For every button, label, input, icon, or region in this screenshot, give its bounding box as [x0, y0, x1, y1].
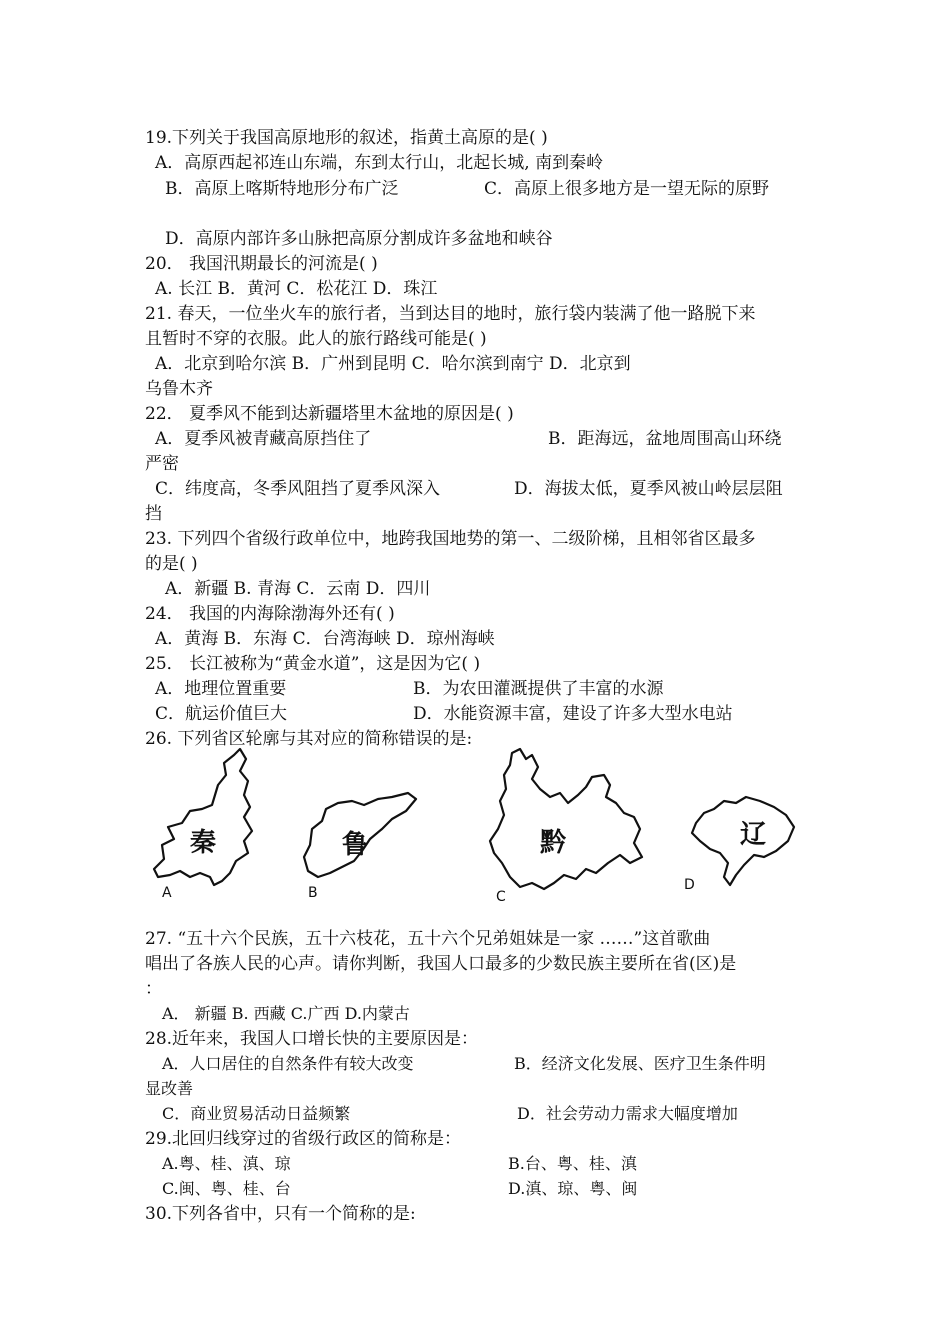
q28-stem: 28.近年来，我国人口增长快的主要原因是： — [145, 1029, 479, 1049]
map-a-letter: A — [162, 885, 172, 901]
map-d-liaoning-outline — [684, 797, 794, 893]
q26-stem: 26. 下列省区轮廓与其对应的简称错误的是: — [145, 729, 473, 749]
q22-option-c: C．纬度高，冬季风阻挡了夏季风深入 — [155, 479, 441, 499]
q24-stem: 24． 我国的内海除渤海外还有( ) — [145, 604, 395, 624]
q22-stem: 22． 夏季风不能到达新疆塔里木盆地的原因是( ) — [145, 404, 514, 424]
q21-options-line1: A．北京到哈尔滨 B．广州到昆明 C．哈尔滨到南宁 D．北京到 — [155, 354, 631, 374]
q23-options: A．新疆 B. 青海 C．云南 D．四川 — [165, 579, 431, 599]
q22-option-b-line1: B．距海远，盆地周围高山环绕 — [548, 429, 782, 449]
q19-option-b: B．高原上喀斯特地形分布广泛 — [165, 179, 399, 199]
q29-option-b: B.台、粤、桂、滇 — [508, 1154, 637, 1173]
map-c-letter: C — [496, 889, 506, 905]
q22-option-d-line2: 挡 — [145, 504, 162, 524]
map-b-letter-visible: B — [308, 885, 318, 901]
q21-stem-line1: 21. 春天，一位坐火车的旅行者，当到达目的地时，旅行袋内装满了他一路脱下来 — [145, 304, 756, 324]
q24-options: A．黄海 B．东海 C．台湾海峡 D．琼州海峡 — [155, 629, 495, 649]
q20-stem: 20． 我国汛期最长的河流是( ) — [145, 254, 378, 274]
q28-option-a: A．人口居住的自然条件有较大改变 — [162, 1054, 414, 1073]
q22-option-b-line2: 严密 — [145, 454, 179, 474]
q19-stem: 19.下列关于我国高原地形的叙述，指黄土高原的是( ) — [145, 128, 548, 148]
q27-stem-line3: ： — [145, 979, 162, 999]
q30-stem: 30.下列各省中，只有一个简称的是: — [145, 1204, 416, 1224]
q28-option-d: D．社会劳动力需求大幅度增加 — [517, 1104, 738, 1123]
q21-options-line2: 乌鲁木齐 — [145, 379, 213, 399]
map-a-shaanxi-outline — [154, 749, 252, 901]
q22-option-a: A．夏季风被青藏高原挡住了 — [155, 429, 372, 449]
q28-option-c: C．商业贸易活动日益频繁 — [162, 1104, 351, 1123]
q19-option-d: D．高原内部许多山脉把高原分割成许多盆地和峡谷 — [165, 229, 553, 249]
q21-stem-line2: 且暂时不穿的衣服。此人的旅行路线可能是( ) — [145, 329, 487, 349]
q23-stem-line1: 23. 下列四个省级行政单位中，地跨我国地势的第一、二级阶梯，且相邻省区最多 — [145, 529, 756, 549]
q27-stem-line1: 27. “五十六个民族，五十六枝花，五十六个兄弟姐妹是一家 ……”这首歌曲 — [145, 929, 711, 949]
map-b-shandong-outline — [304, 793, 416, 901]
map-c-yunnan-outline — [490, 749, 642, 905]
q23-stem-line2: 的是( ) — [145, 554, 198, 574]
q29-option-a: A.粤、桂、滇、琼 — [162, 1154, 291, 1173]
q25-option-a: A．地理位置重要 — [155, 679, 287, 699]
q19-option-a: A．高原西起祁连山东端，东到太行山，北起长城, 南到秦岭 — [155, 153, 604, 173]
q29-option-c: C.闽、粤、桂、台 — [162, 1179, 291, 1198]
q19-option-c: C．高原上很多地方是一望无际的原野 — [484, 179, 770, 199]
province-outline-figure — [140, 745, 820, 905]
map-d-letter: D — [684, 877, 695, 893]
q20-options: A. 长江 B．黄河 C．松花江 D．珠江 — [155, 279, 438, 299]
q25-option-c: C．航运价值巨大 — [155, 704, 288, 724]
map-b-char: 鲁 — [342, 830, 369, 860]
map-a-char: 秦 — [190, 828, 217, 858]
map-c-char: 黔 — [540, 828, 567, 858]
q22-option-d-line1: D．海拔太低，夏季风被山岭层层阻 — [514, 479, 783, 499]
q27-stem-line2: 唱出了各族人民的心声。请你判断，我国人口最多的少数民族主要所在省(区)是 — [145, 954, 737, 974]
q28-option-b-line2: 显改善 — [145, 1079, 194, 1098]
q29-option-d: D.滇、琼、粤、闽 — [508, 1179, 638, 1198]
q27-options: A． 新疆 B. 西藏 C.广西 D.内蒙古 — [162, 1004, 410, 1023]
q25-stem: 25． 长江被称为“黄金水道”，这是因为它( ) — [145, 654, 481, 674]
q25-option-b: B．为农田灌溉提供了丰富的水源 — [413, 679, 664, 699]
q29-stem: 29.北回归线穿过的省级行政区的简称是： — [145, 1129, 462, 1149]
q25-option-d: D．水能资源丰富，建设了许多大型水电站 — [413, 704, 733, 724]
q28-option-b-line1: B．经济文化发展、医疗卫生条件明 — [514, 1054, 766, 1073]
map-d-char: 辽 — [740, 820, 767, 850]
